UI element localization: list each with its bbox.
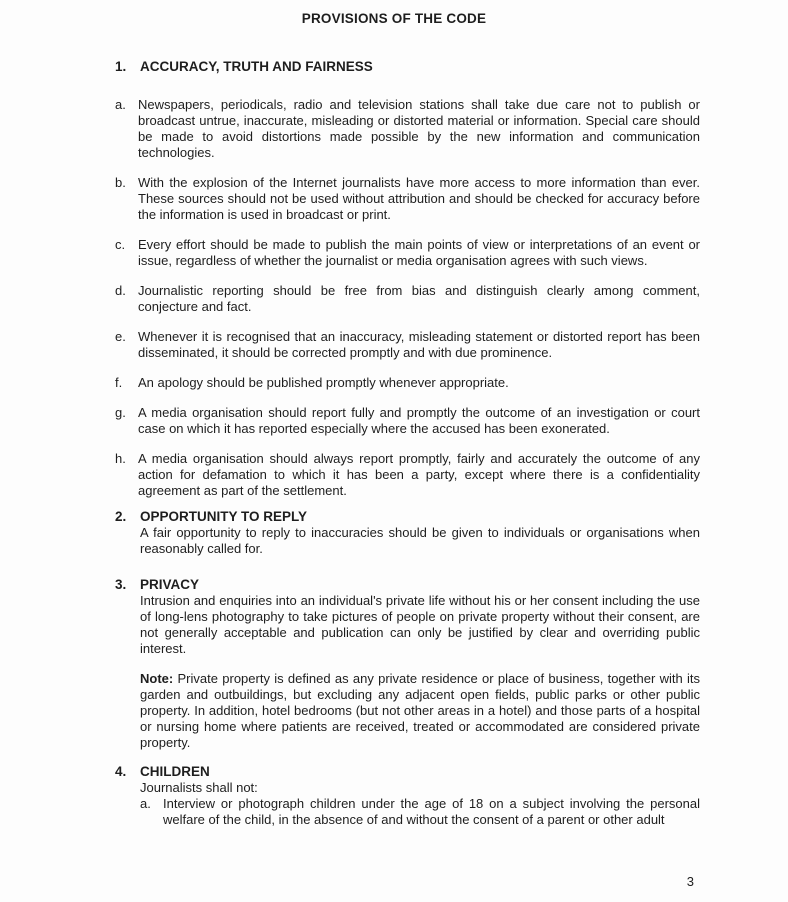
section-accuracy-truth-fairness	[115, 59, 700, 499]
list-item-text: With the explosion of the Internet journalists have more access to more information than ever. These sources should not be used without attribution and should be checked for accuracy before the information is used in broadcast or print.	[138, 175, 700, 222]
note-text: Private property is defined as any private residence or place of business, together with its garden and outbuildings, but excluding any adjacent open fields, public parks or other public property. In addition, hotel bedrooms (but not other areas in a hotel) and those parts of a hospital or nursing home where patients are received, treated or accommodated are considered private property.	[140, 671, 700, 750]
section-body: A fair opportunity to reply to inaccuracies should be given to individuals or organisations when reasonably called for.	[140, 525, 700, 556]
section-number: 1.	[115, 59, 127, 74]
list-item-text: Newspapers, periodicals, radio and television stations shall take due care not to publish or broadcast untrue, inaccurate, misleading or distorted material or information. Special care should be made to avoid distortions made possible by the new information and communication technologies.	[138, 97, 700, 160]
section-heading-text: PRIVACY	[140, 577, 200, 592]
page-number: 3	[686, 874, 694, 889]
list-item	[115, 451, 700, 499]
list-item	[115, 375, 700, 391]
list-item-letter: c.	[115, 237, 126, 252]
list-item-text: Whenever it is recognised that an inaccuracy, misleading statement or distorted report has been disseminated, it should be corrected promptly and with due prominence.	[138, 329, 700, 360]
section-privacy	[115, 577, 700, 751]
section-heading-text: OPPORTUNITY TO REPLY	[140, 509, 308, 524]
note-label: Note:	[140, 671, 174, 686]
page-title: PROVISIONS OF THE CODE	[301, 11, 487, 26]
list-item-text: Interview or photograph children under the age of 18 on a subject involving the personal welfare of the child, in the absence of and without the consent of a parent or other adult	[163, 796, 700, 827]
list-item-letter: h.	[115, 451, 126, 466]
privacy-note	[140, 671, 700, 751]
list-item-letter: d.	[115, 283, 126, 298]
section-heading-text: ACCURACY, TRUTH AND FAIRNESS	[140, 59, 373, 74]
list-item	[115, 237, 700, 269]
list-item	[115, 175, 700, 223]
section-body: Journalists shall not:	[140, 780, 258, 795]
section-body: Intrusion and enquiries into an individual's private life without his or her consent including the use of long-lens photography to take pictures of people on private property without their consent, are not generally acceptable and publication can only be justified by clear and overriding public interest.	[140, 593, 700, 656]
list-item	[115, 405, 700, 437]
list-item	[115, 97, 700, 161]
section-heading	[115, 509, 700, 525]
section-number: 4.	[115, 764, 127, 779]
list-item	[115, 329, 700, 361]
section-number: 2.	[115, 509, 127, 524]
list-item-letter: b.	[115, 175, 126, 190]
list-item-letter: a.	[140, 796, 151, 811]
list-item-letter: g.	[115, 405, 126, 420]
list-item	[115, 796, 700, 828]
list-item-text: A media organisation should always report promptly, fairly and accurately the outcome of any action for defamation to which it has been a party, except where there is a confidentiality agreement as part of the settlement.	[138, 451, 700, 498]
list-item-text: A media organisation should report fully and promptly the outcome of an investigation or court case on which it has reported especially where the accused has been exonerated.	[138, 405, 700, 436]
section-opportunity-to-reply	[115, 509, 700, 557]
section-heading-text: CHILDREN	[140, 764, 210, 779]
list-item-text: Every effort should be made to publish the main points of view or interpretations of an event or issue, regardless of whether the journalist or media organisation agrees with such views.	[138, 237, 700, 268]
section-heading	[115, 764, 700, 780]
section-number: 3.	[115, 577, 127, 592]
list-item-text: An apology should be published promptly whenever appropriate.	[138, 375, 509, 390]
list-item-letter: f.	[115, 375, 123, 390]
list-item-letter: e.	[115, 329, 126, 344]
list-item-letter: a.	[115, 97, 126, 112]
list-item	[115, 283, 700, 315]
document-content	[0, 59, 788, 828]
section-heading	[115, 577, 700, 593]
section-heading	[115, 59, 700, 75]
section-children	[115, 764, 700, 828]
list-item-text: Journalistic reporting should be free from bias and distinguish clearly among comment, conjecture and fact.	[138, 283, 700, 314]
